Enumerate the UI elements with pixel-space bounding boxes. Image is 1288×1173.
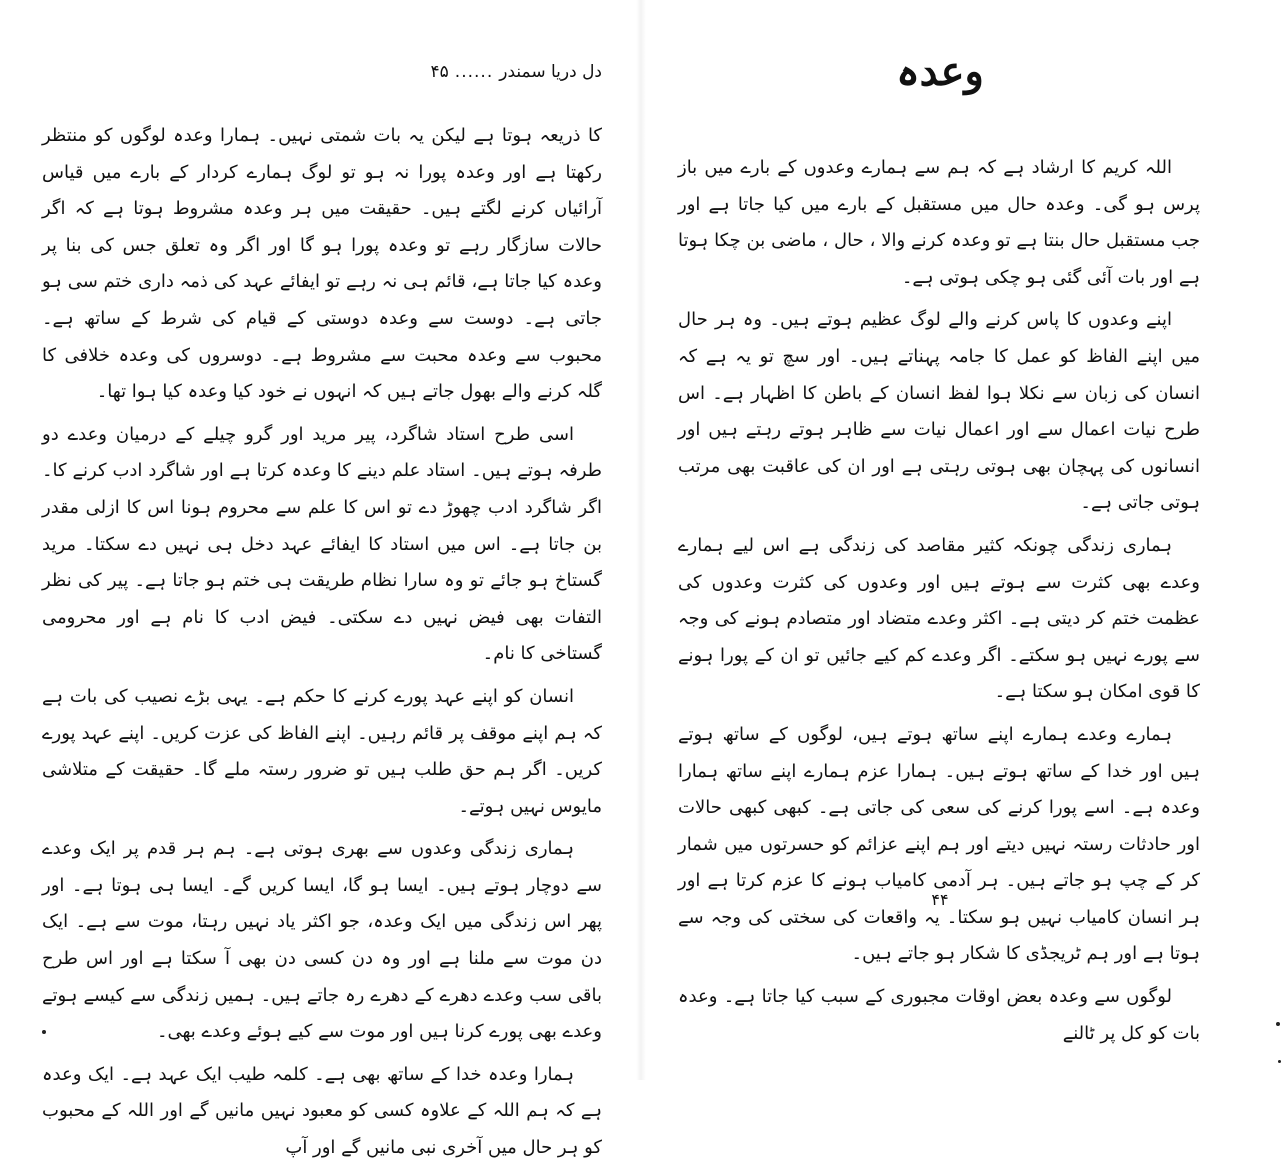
- paragraph: ہمارے وعدے ہمارے اپنے ساتھ ہوتے ہیں، لوگوں کے ساتھ ہوتے ہیں اور خدا کے ساتھ ہوتے ہیں۔ ہمارا عزم ہمارے اپنے ساتھ ہمارا وعدہ ہے۔ اسے پورا کرنے کی سعی کی جاتی ہے۔ کبھی کبھی حالات اور حادثات رستہ نہیں دیتے اور ہم اپنے عزائم کو حسرتوں میں شمار کر کے چپ ہو جاتے ہیں۔ ہر آدمی کامیاب ہونے کا عزم کرتا ہے اور ہر انسان کامیاب نہیں ہو سکتا۔ یہ واقعات کی سختی کی وجہ سے ہوتا ہے اور ہم ٹریجڈی کا شکار ہو جاتے ہیں۔: [678, 723, 1200, 965]
- right-page: [660, 0, 1220, 1080]
- left-page: [20, 0, 620, 1159]
- running-head: [431, 62, 602, 82]
- paragraph: ہماری زندگی چونکہ کثیر مقاصد کی زندگی ہے اس لیے ہمارے وعدے بھی کثرت سے ہوتے ہیں اور وعدوں کی کثرت وعدوں کی عظمت ختم کر دیتی ہے۔ اکثر وعدے متضاد اور متصادم ہونے کی وجہ سے پورے نہیں ہو سکتے۔ اگر وعدے کم کیے جائیں تو ان کے پورا ہونے کا قوی امکان ہو سکتا ہے۔: [678, 534, 1200, 703]
- print-speck: [1278, 1060, 1281, 1063]
- left-page-body: [42, 118, 602, 1173]
- paragraph: لوگوں سے وعدہ بعض اوقات مجبوری کے سبب کیا جاتا ہے۔ وعدہ بات کو کل پر ٹالنے: [678, 986, 1200, 1044]
- chapter-title: وعدہ: [896, 48, 984, 95]
- paragraph: انسان کو اپنے عہد پورے کرنے کا حکم ہے۔ یہی بڑے نصیب کی بات ہے کہ ہم اپنے موقف پر قائم رہیں۔ اپنے الفاظ کی عزت کریں۔ اپنے عہد پورے کریں۔ اگر ہم حق طلب ہیں تو ضرور رستہ ملے گا۔ حقیقت کے متلاشی مایوس نہیں ہوتے۔: [42, 685, 602, 817]
- print-speck: [42, 1030, 46, 1034]
- paragraph: ہماری زندگی وعدوں سے بھری ہوتی ہے۔ ہم ہر قدم پر ایک وعدے سے دوچار ہوتے ہیں۔ ایسا ہو گا، ایسا کریں گے۔ ایسا ہی ہوتا ہے۔ اور پھر اس زندگی میں ایک وعدہ، جو اکثر یاد نہیں رہتا، موت سے ہے۔ ایک دن موت سے ملنا ہے اور وہ دن کسی دن بھی آ سکتا ہے اور اس طرح باقی سب وعدے دھرے کے دھرے رہ جاتے ہیں۔ ہمیں زندگی سے کیسے ہوتے وعدے بھی پورے کرنا ہیں اور موت سے کیے ہوئے وعدے بھی۔: [42, 838, 602, 1043]
- paragraph: کا ذریعہ ہوتا ہے لیکن یہ بات شمتی نہیں۔ ہمارا وعدہ لوگوں کو منتظر رکھتا ہے اور وعدہ پورا نہ ہو تو لوگ ہمارے کردار کے بارے میں قیاس آرائیاں کرنے لگتے ہیں۔ حقیقت میں ہر وعدہ مشروط ہوتا ہے کہ اگر حالات سازگار رہے تو وعدہ پورا ہو گا اور اگر وہ تعلق جس کی بنا پر وعدہ کیا جاتا ہے، قائم ہی نہ رہے تو ایفائے عہد کی ذمہ داری ختم سی ہو جاتی ہے۔ دوست سے وعدہ دوستی کے قیام کی شرط کے ساتھ ہے۔ محبوب سے وعدہ محبت سے مشروط ہے۔ دوسروں کی وعدہ خلافی کا گلہ کرنے والے بھول جاتے ہیں کہ انہوں نے خود کیا وعدہ کیا ہوا تھا۔: [42, 125, 602, 403]
- paragraph: ہمارا وعدہ خدا کے ساتھ بھی ہے۔ کلمہ طیب ایک عہد ہے۔ ایک وعدہ ہے کہ ہم اللہ کے علاوہ کسی کو معبود نہیں مانیں گے اور اللہ کے محبوب کو ہر حال میں آخری نبی مانیں گے اور آپ: [42, 1063, 602, 1159]
- right-page-body: [678, 150, 1200, 1058]
- paragraph: اپنے وعدوں کا پاس کرنے والے لوگ عظیم ہوتے ہیں۔ وہ ہر حال میں اپنے الفاظ کو عمل کا جامہ پہناتے ہیں۔ اور سچ تو یہ ہے کہ انسان کی زبان سے نکلا ہوا لفظ انسان کے باطن کا اظہار ہے۔ اس طرح نیات اعمال سے اور اعمال نیات سے ظاہر ہوتے رہتے ہیں اور انسانوں کی پہچان بھی ہوتی رہتی ہے اور ان کی عاقبت بھی مرتب ہوتی جاتی ہے۔: [678, 309, 1200, 514]
- paragraph: اسی طرح استاد شاگرد، پیر مرید اور گرو چیلے کے درمیان وعدے دو طرفہ ہوتے ہیں۔ استاد علم دینے کا وعدہ کرتا ہے اور شاگرد ادب کرنے کا۔ اگر شاگرد ادب چھوڑ دے تو اس کا علم سے محروم ہونا اس کا ازلی مقدر بن جاتا ہے۔ اس میں استاد کا ایفائے عہد دخل ہی نہیں دے سکتا۔ مرید گستاخ ہو جائے تو وہ سارا نظام طریقت ہی ختم ہو جاتا ہے۔ پیر کی نظر التفات بھی فیض نہیں دے سکتی۔ فیض ادب کا نام ہے اور محرومی گستاخی کا نام۔: [42, 423, 602, 665]
- book-gutter: [636, 0, 646, 1080]
- print-speck: [1276, 1022, 1280, 1026]
- paragraph: اللہ کریم کا ارشاد ہے کہ ہم سے ہمارے وعدوں کے بارے میں باز پرس ہو گی۔ وعدہ حال میں مستقبل کے بارے میں کیا جاتا ہے اور جب مستقبل حال بنتا ہے تو وعدہ کرنے والا ، حال ، ماضی بن چکا ہوتا ہے اور بات آئی گئی ہو چکی ہوتی ہے۔: [678, 157, 1200, 288]
- running-head-dots: ......: [454, 62, 494, 82]
- page-number-footer: ۴۴: [931, 890, 949, 909]
- page-number: ۴۵: [430, 62, 449, 82]
- running-head-title: دل دریا سمندر: [499, 62, 602, 82]
